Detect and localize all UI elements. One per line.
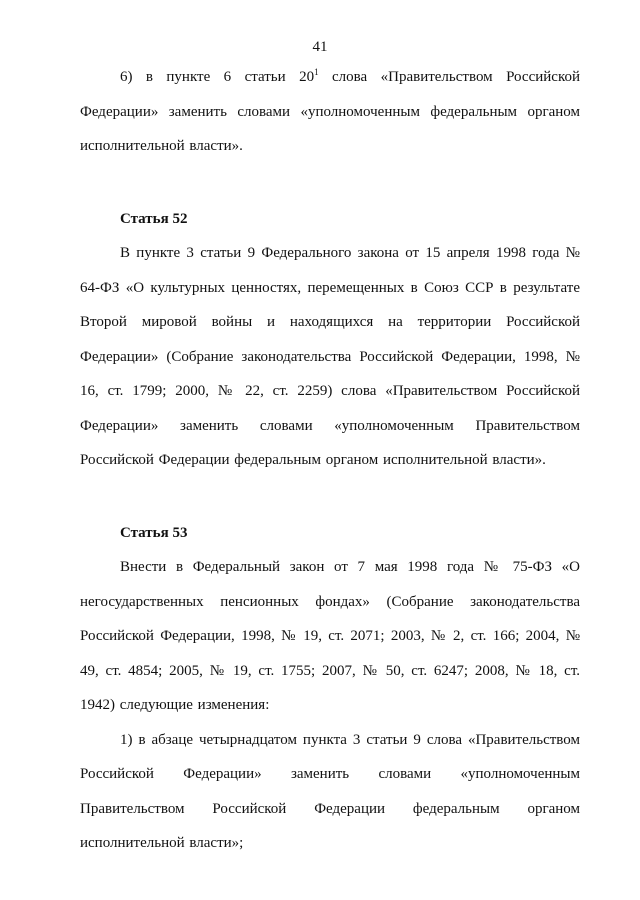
article-53-item-1: 1) в абзаце четырнадцатом пункта 3 статьи 9 слова «Правительством Российской Федерации» заменить словами «уполномоченным Правительством Российской Федерации федеральным органом исполнительной власти»; — [80, 731, 580, 851]
article-52-text: В пункте 3 статьи 9 Федерального закона от 15 апреля 1998 года № 64-ФЗ «О культурных ценностях, перемещенных в Союз ССР в результате Второй мировой войны и находящихся на территории Российской Федерации» (Собрание законодательства Российской Федерации, 1998, № 16, ст. 1799; 2000, № 22, ст. 2259) слова «Правительством Российской Федерации» заменить словами «уполномоченным Правительством Российской Федерации федеральным органом исполнительной власти». — [80, 245, 580, 468]
article-53-heading: Статья 53 — [120, 524, 188, 541]
spacer — [80, 478, 580, 516]
item-6-rest: слова «Правительством Российской Федерации» заменить словами «уполномоченным федеральным органом исполнительной власти». — [80, 69, 580, 154]
spacer — [80, 164, 580, 202]
article-53-text: Внести в Федеральный закон от 7 мая 1998 года № 75-ФЗ «О негосударственных пенсионных фондах» (Собрание законодательства Российской Федерации, 1998, № 19, ст. 2071; 2003, № 2, ст. 166; 2004, № 49, ст. 4854; 2005, № 19, ст. 1755; 2007, № 50, ст. 6247; 2008, № 18, ст. 1942) следующие изменения: — [80, 559, 580, 713]
paragraph-item-6 — [80, 60, 580, 164]
item-6-lead: 6) в пункте 6 статьи 20 — [120, 69, 315, 85]
page-number: 41 — [312, 39, 328, 55]
item-6-superscript: 1 — [314, 67, 319, 77]
document-body — [80, 60, 580, 861]
article-52-heading: Статья 52 — [120, 210, 188, 227]
